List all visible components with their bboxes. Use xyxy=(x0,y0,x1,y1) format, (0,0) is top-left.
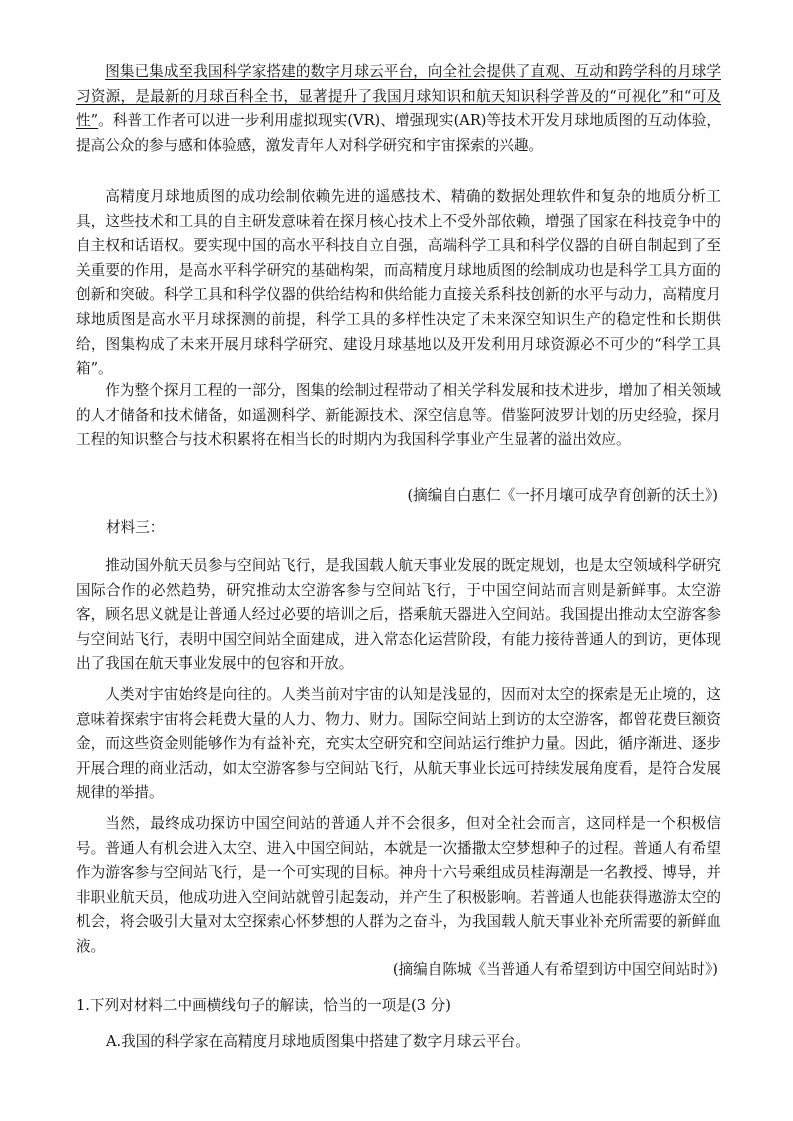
material3-label: 材料三： xyxy=(106,519,165,536)
underlined-sentence: 图集已集成至我国科学家搭建的数字月球云平台，向全社会提供了直观、互动和跨学科的月球学习资源，是最新的月球百科全书，显著提升了我国月球知识和航天知识科学普及的“可视化”和“可及性” xyxy=(76,63,721,130)
material2-source: (摘编自白惠仁《一抔月壤可成孕育创新的沃土》) xyxy=(407,487,718,504)
paragraph-text: 。科普工作者可以进一步利用虚拟现实(VR)、增强现实(AR)等技术开发月球地质图的互动体验，提高公众的参与感和体验感，激发青年人对科学研究和宇宙探索的兴趣。 xyxy=(76,112,721,154)
option-a: A.我国的科学家在高精度月球地质图集中搭建了数字月球云平台。 xyxy=(106,1033,530,1050)
material3-paragraph-3: 当然，最终成功探访中国空间站的普通人并不会很多，但对全社会而言，这同样是一个积极信号。普通人有机会进入太空、进入中国空间站，本就是一次播撒太空梦想种子的过程。普通人有希望作为游客参与空间站飞行，是一个可实现的目标。神舟十六号乘组成员桂海潮是一名教授、博导，并非职业航天员，他成功进入空间站就曾引起轰动，并产生了积极影响。若普通人也能获得遨游太空的机会，将会吸引大量对太空探索心怀梦想的人群为之奋斗，为我国载人航天事业补充所需要的新鲜血液。 xyxy=(76,815,721,955)
material2-paragraph-2: 高精度月球地质图的成功绘制依赖先进的遥感技术、精确的数据处理软件和复杂的地质分析工具，这些技术和工具的自主研发意味着在探月核心技术上不受外部依赖，增强了国家在科技竞争中的自主权和话语权。要实现中国的高水平科技自立自强，高端科学工具和科学仪器的自研自制起到了至关重要的作用，是高水平科学研究的基础构架，而高精度月球地质图的绘制成功也是科学工具方面的创新和突破。科学工具和科学仪器的供给结构和供给能力直接关系科技创新的水平与动力，高精度月球地质图是高水平月球探测的前提，科学工具的多样性决定了未来深空知识生产的稳定性和长期供给，图集构成了未来开展月球科学研究、建设月球基地以及开发利用月球资源必不可少的“科学工具箱”。 xyxy=(76,188,721,378)
material2-paragraph-1 xyxy=(76,60,721,158)
question-stem: 1.下列对材料二中画横线句子的解读，恰当的一项是(3 分) xyxy=(76,997,451,1014)
material3-paragraph-1: 推动国外航天员参与空间站飞行，是我国载人航天事业发展的既定规划，也是太空领域科学研究国际合作的必然趋势，研究推动太空游客参与空间站飞行，于中国空间站而言则是新鲜事。太空游客，顾名思义就是让普通人经过必要的培训之后，搭乘航天器进入空间站。我国提出推动太空游客参与空间站飞行，表明中国空间站全面建成，进入常态化运营阶段，有能力接待普通人的到访，更体现出了我国在航天事业发展中的包容和开放。 xyxy=(76,557,721,673)
material3-paragraph-2: 人类对宇宙始终是向往的。人类当前对宇宙的认知是浅显的，因而对太空的探索是无止境的，这意味着探索宇宙将会耗费大量的人力、物力、财力。国际空间站上到访的太空游客，都曾花费巨额资金，而这些资金则能够作为有益补充，充实太空研究和空间站运行维护力量。因此，循序渐进、逐步开展合理的商业活动，如太空游客参与空间站飞行，从航天事业长远可持续发展角度看，是符合发展规律的举措。 xyxy=(76,686,721,802)
material2-paragraph-3: 作为整个探月工程的一部分，图集的绘制过程带动了相关学科发展和技术进步，增加了相关领域的人才储备和技术储备，如遥测科学、新能源技术、深空信息等。借鉴阿波罗计划的历史经验，探月工程的知识整合与技术积累将在相当长的时期内为我国科学事业产生显著的溢出效应。 xyxy=(76,382,721,449)
material3-source: (摘编自陈城《当普通人有希望到访中国空间站时》) xyxy=(392,961,718,978)
